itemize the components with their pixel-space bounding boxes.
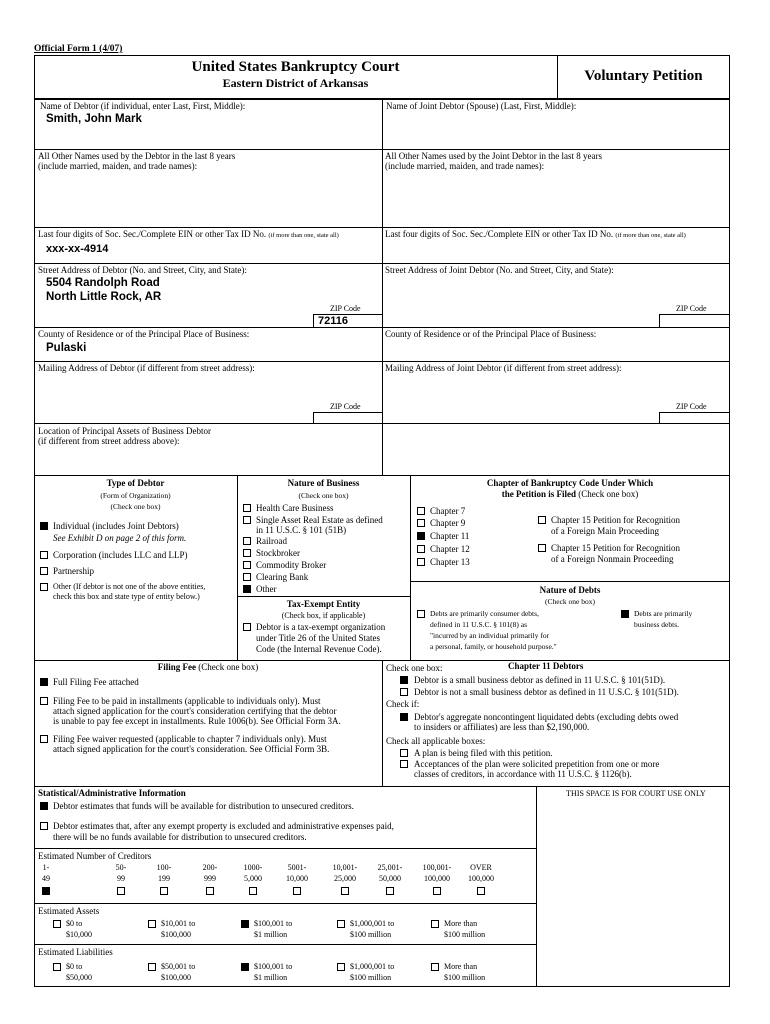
chapter-15-nonmain-label: Chapter 15 Petition for Recognition <box>551 543 680 553</box>
nature-of-business-sub: (Check one box) <box>298 491 349 500</box>
liabilities-label: Estimated Liabilities <box>38 947 113 957</box>
joint-ssn-label: Last four digits of Soc. Sec./Complete EIN or other Tax ID No. (if more than one, state all) <box>385 229 686 239</box>
assets-option-checkbox[interactable] <box>241 920 249 928</box>
form-id: Official Form 1 (4/07) <box>34 44 123 54</box>
chapter-9-checkbox[interactable] <box>417 519 425 527</box>
debtor-street-label: Street Address of Debtor (No. and Street, City, and State): <box>38 265 247 275</box>
joint-mailing-zip-label: ZIP Code <box>676 402 707 411</box>
creditors-label: Estimated Number of Creditors <box>38 851 152 861</box>
tax-exempt-l3: Code (the Internal Revenue Code). <box>256 644 382 654</box>
business-debts-l2: business debts. <box>634 620 679 629</box>
commodity-broker-label: Commodity Broker <box>256 560 327 570</box>
assets-option-label: $1,000,001 to <box>350 919 395 928</box>
chapter-7-label: Chapter 7 <box>430 506 466 516</box>
creditors-option-checkbox[interactable] <box>386 887 394 895</box>
funds-available-label: Debtor estimates that funds will be available for distribution to unsecured creditors. <box>53 801 354 811</box>
creditors-option-label: 999 <box>204 874 216 883</box>
small-business-checkbox[interactable] <box>400 676 408 684</box>
health-care-checkbox[interactable] <box>243 504 251 512</box>
creditors-option-label: 199 <box>158 874 170 883</box>
joint-other-names-label2: (include married, maiden, and trade names): <box>385 161 545 171</box>
partnership-checkbox[interactable] <box>40 567 48 575</box>
creditors-option-label: 10,001- <box>332 863 358 872</box>
location-label2: (if different from street address above): <box>38 436 180 446</box>
creditors-option-label: 100,001- <box>422 863 452 872</box>
nature-of-debts-sub: (Check one box) <box>545 597 595 606</box>
plan-filed-checkbox[interactable] <box>400 749 408 757</box>
railroad-label: Railroad <box>256 536 287 546</box>
debtor-street2[interactable]: North Little Rock, AR <box>46 291 162 303</box>
no-funds-l2: there will be no funds available for distribution to unsecured creditors. <box>53 832 307 842</box>
chapter-11-checkbox[interactable] <box>417 532 425 540</box>
tax-exempt-sub: (Check box, if applicable) <box>281 611 366 620</box>
joint-mailing-label: Mailing Address of Joint Debtor (if different from street address): <box>385 363 622 373</box>
debtor-county[interactable]: Pulaski <box>46 342 87 354</box>
acceptances-l1: Acceptances of the plan were solicited prepetition from one or more <box>414 759 660 769</box>
consumer-debts-l3: "incurred by an individual primarily for <box>430 631 550 640</box>
not-small-business-checkbox[interactable] <box>400 688 408 696</box>
no-funds-checkbox[interactable] <box>40 822 48 830</box>
debtor-other-names-label: All Other Names used by the Debtor in the last 8 years <box>38 151 236 161</box>
petition-title: Voluntary Petition <box>584 68 703 84</box>
liabilities-option-checkbox[interactable] <box>431 963 439 971</box>
assets-option-label: $0 to <box>66 919 83 928</box>
debtor-other-names-label2: (include married, maiden, and trade names): <box>38 161 198 171</box>
debtor-street1[interactable]: 5504 Randolph Road <box>46 277 160 289</box>
nature-of-business-title: Nature of Business <box>287 478 360 488</box>
creditors-option-label: 100,000 <box>424 874 450 883</box>
installments-l3: is unable to pay fee except in installments. Rule 1006(b). See Official Form 3A. <box>53 716 341 726</box>
chapter-12-checkbox[interactable] <box>417 545 425 553</box>
acceptances-l2: classes of creditors, in accordance with 11 U.S.C. § 1126(b). <box>414 769 632 779</box>
full-fee-checkbox[interactable] <box>40 678 48 686</box>
creditors-option-label: 25,001- <box>377 863 403 872</box>
liabilities-option-label: $50,000 <box>66 973 92 982</box>
creditors-option-checkbox[interactable] <box>293 887 301 895</box>
single-asset-label: Single Asset Real Estate as defined <box>256 515 383 525</box>
assets-option-label: $1 million <box>254 930 288 939</box>
court-title: United States Bankruptcy Court <box>191 59 400 75</box>
chapter-15-nonmain-label2: of a Foreign Nonmain Proceeding <box>551 554 674 564</box>
assets-option-checkbox[interactable] <box>53 920 61 928</box>
joint-street-label: Street Address of Joint Debtor (No. and Street, City, and State): <box>385 265 614 275</box>
assets-option-label: $100 million <box>444 930 486 939</box>
debtor-county-label: County of Residence or of the Principal Place of Business: <box>38 329 250 339</box>
chapter-15-main-checkbox[interactable] <box>538 516 546 524</box>
tax-exempt-checkbox[interactable] <box>243 623 251 631</box>
liabilities-option-checkbox[interactable] <box>241 963 249 971</box>
filing-fee-title: Filing Fee <box>157 662 196 672</box>
assets-option-label: $10,001 to <box>161 919 196 928</box>
consumer-debts-l1: Debts are primarily consumer debts, <box>430 609 539 618</box>
creditors-option-label: 100- <box>156 863 172 872</box>
waiver-l1: Filing Fee waiver requested (applicable to chapter 7 individuals only). Must <box>53 734 327 744</box>
debtor-name[interactable]: Smith, John Mark <box>46 113 142 125</box>
single-asset-checkbox[interactable] <box>243 516 251 524</box>
creditors-option-label: 1000- <box>243 863 263 872</box>
chapter-7-checkbox[interactable] <box>417 507 425 515</box>
statistical-title: Statistical/Administrative Information <box>38 788 186 798</box>
single-asset-label2: in 11 U.S.C. § 101 (51B) <box>256 525 347 535</box>
creditors-option-label: OVER <box>470 863 492 872</box>
consumer-debts-l4: a personal, family, or household purpose." <box>430 642 557 651</box>
ch11-check-one: Check one box: <box>386 663 443 673</box>
commodity-broker-checkbox[interactable] <box>243 561 251 569</box>
type-of-debtor-sub2: (Check one box) <box>110 502 161 511</box>
small-business-label: Debtor is a small business debtor as defined in 11 U.S.C. § 101(51D). <box>414 675 666 685</box>
court-district: Eastern District of Arkansas <box>222 76 369 90</box>
creditors-option-label: 49 <box>42 874 50 883</box>
liabilities-option-checkbox[interactable] <box>337 963 345 971</box>
creditors-option-checkbox[interactable] <box>160 887 168 895</box>
plan-filed-label: A plan is being filed with this petition. <box>414 748 553 758</box>
liabilities-option-label: $1,000,001 to <box>350 962 395 971</box>
joint-mailing-zip-box <box>659 412 730 424</box>
chapter-9-label: Chapter 9 <box>430 518 466 528</box>
chapter-15-main-label2: of a Foreign Main Proceeding <box>551 526 659 536</box>
business-debts-l1: Debts are primarily <box>634 609 693 618</box>
debtor-mailing-zip-box <box>313 412 383 424</box>
creditors-option-checkbox[interactable] <box>433 887 441 895</box>
consumer-debts-checkbox[interactable] <box>417 610 425 618</box>
creditors-option-label: 10,000 <box>286 874 308 883</box>
waiver-l2: attach signed application for the court's consideration. See Official Form 3B. <box>53 744 330 754</box>
corporation-label: Corporation (includes LLC and LLP) <box>53 550 188 560</box>
debtor-zip[interactable]: 72116 <box>318 315 348 327</box>
creditors-option-checkbox[interactable] <box>42 887 50 895</box>
assets-option-checkbox[interactable] <box>148 920 156 928</box>
installments-l2: attach signed application for the court's consideration certifying that the debtor <box>53 706 337 716</box>
joint-county-label: County of Residence or of the Principal Place of Business: <box>385 329 597 339</box>
partnership-label: Partnership <box>53 566 94 576</box>
other-entity-label: Other (If debtor is not one of the above entities, <box>53 582 206 591</box>
debtor-mailing-zip-label: ZIP Code <box>330 402 361 411</box>
corporation-checkbox[interactable] <box>40 551 48 559</box>
tax-exempt-l2: under Title 26 of the United States <box>256 633 380 643</box>
other-business-label: Other <box>256 584 277 594</box>
court-use-label: THIS SPACE IS FOR COURT USE ONLY <box>566 789 706 798</box>
other-entity-label2: check this box and state type of entity below.) <box>53 592 200 601</box>
debtor-zip-label: ZIP Code <box>330 304 361 313</box>
creditors-option-label: 1- <box>42 863 50 872</box>
tax-exempt-title: Tax-Exempt Entity <box>286 599 361 609</box>
liabilities-option-checkbox[interactable] <box>53 963 61 971</box>
creditors-option-label: 100,000 <box>468 874 494 883</box>
installments-checkbox[interactable] <box>40 697 48 705</box>
chapter-15-nonmain-checkbox[interactable] <box>538 544 546 552</box>
liabilities-option-label: $100,000 <box>161 973 191 982</box>
chapter-title2: the Petition is Filed <box>501 489 576 499</box>
railroad-checkbox[interactable] <box>243 537 251 545</box>
clearing-bank-label: Clearing Bank <box>256 572 309 582</box>
creditors-option-label: 5,000 <box>244 874 262 883</box>
acceptances-checkbox[interactable] <box>400 760 408 768</box>
creditors-option-label: 99 <box>117 874 125 883</box>
creditors-option-checkbox[interactable] <box>341 887 349 895</box>
other-business-checkbox[interactable] <box>243 585 251 593</box>
liabilities-option-label: $0 to <box>66 962 83 971</box>
assets-option-label: More than <box>444 919 478 928</box>
type-of-debtor-title: Type of Debtor <box>106 478 165 488</box>
tax-exempt-l1: Debtor is a tax-exempt organization <box>256 622 386 632</box>
stockbroker-checkbox[interactable] <box>243 549 251 557</box>
joint-other-names-label: All Other Names used by the Joint Debtor in the last 8 years <box>385 151 602 161</box>
creditors-option-checkbox[interactable] <box>206 887 214 895</box>
creditors-option-label: 50,000 <box>379 874 401 883</box>
creditors-option-label: 25,000 <box>334 874 356 883</box>
assets-option-label: $10,000 <box>66 930 92 939</box>
waiver-checkbox[interactable] <box>40 735 48 743</box>
chapter-11-label: Chapter 11 <box>430 531 470 541</box>
assets-option-label: $100,001 to <box>254 919 293 928</box>
creditors-option-label: 200- <box>202 863 218 872</box>
ch11-check-if: Check if: <box>386 699 420 709</box>
clearing-bank-checkbox[interactable] <box>243 573 251 581</box>
debtor-name-label: Name of Debtor (if individual, enter Last, First, Middle): <box>40 101 246 111</box>
consumer-debts-l2: defined in 11 U.S.C. § 101(8) as <box>430 620 528 629</box>
aggregate-debts-l1: Debtor's aggregate noncontingent liquidated debts (excluding debts owed <box>414 712 679 722</box>
chapter-13-label: Chapter 13 <box>430 557 470 567</box>
ch11-title: Chapter 11 Debtors <box>508 661 584 671</box>
assets-option-checkbox[interactable] <box>337 920 345 928</box>
liabilities-option-label: $1 million <box>254 973 288 982</box>
health-care-label: Health Care Business <box>256 503 334 513</box>
debtor-mailing-label: Mailing Address of Debtor (if different from street address): <box>38 363 255 373</box>
liabilities-option-checkbox[interactable] <box>148 963 156 971</box>
installments-l1: Filing Fee to be paid in installments (applicable to individuals only). Must <box>53 696 321 706</box>
assets-label: Estimated Assets <box>38 906 100 916</box>
liabilities-option-label: $50,001 to <box>161 962 196 971</box>
creditors-option-checkbox[interactable] <box>117 887 125 895</box>
creditors-option-checkbox[interactable] <box>249 887 257 895</box>
chapter-title: Chapter of Bankruptcy Code Under Which <box>486 478 654 488</box>
chapter-13-checkbox[interactable] <box>417 558 425 566</box>
location-label: Location of Principal Assets of Business Debtor <box>38 426 211 436</box>
joint-zip-label: ZIP Code <box>676 304 707 313</box>
assets-option-label: $100 million <box>350 930 392 939</box>
chapter-check: (Check one box) <box>578 489 639 499</box>
aggregate-debts-l2: to insiders or affiliates) are less than $2,190,000. <box>414 722 590 732</box>
filing-fee-check: (Check one box) <box>198 662 259 672</box>
debtor-ssn-label: Last four digits of Soc. Sec./Complete EIN or other Tax ID No. (if more than one, state all) <box>38 229 339 239</box>
creditors-option-label: 50- <box>115 863 127 872</box>
liabilities-option-label: $100 million <box>350 973 392 982</box>
funds-available-checkbox[interactable] <box>40 802 48 810</box>
individual-checkbox[interactable] <box>40 522 48 530</box>
full-fee-label: Full Filing Fee attached <box>53 677 139 687</box>
nature-of-debts-title: Nature of Debts <box>539 585 601 595</box>
joint-zip-box <box>659 314 730 328</box>
ch11-check-all: Check all applicable boxes: <box>386 736 486 746</box>
not-small-business-label: Debtor is not a small business debtor as defined in 11 U.S.C. § 101(51D). <box>414 687 679 697</box>
chapter-15-main-label: Chapter 15 Petition for Recognition <box>551 515 680 525</box>
individual-label: Individual (includes Joint Debtors) <box>53 521 179 531</box>
type-of-debtor-sub1: (Form of Organization) <box>100 491 171 500</box>
business-debts-checkbox[interactable] <box>621 610 629 618</box>
assets-option-label: $100,000 <box>161 930 191 939</box>
liabilities-option-label: $100 million <box>444 973 486 982</box>
other-entity-checkbox[interactable] <box>40 583 48 591</box>
joint-name-label: Name of Joint Debtor (Spouse) (Last, First, Middle): <box>386 101 577 111</box>
aggregate-debts-checkbox[interactable] <box>400 713 408 721</box>
creditors-option-checkbox[interactable] <box>477 887 485 895</box>
assets-option-checkbox[interactable] <box>431 920 439 928</box>
chapter-12-label: Chapter 12 <box>430 544 470 554</box>
creditors-option-label: 5001- <box>287 863 307 872</box>
liabilities-option-label: More than <box>444 962 478 971</box>
no-funds-l1: Debtor estimates that, after any exempt property is excluded and administrative expenses paid, <box>53 821 394 831</box>
debtor-ssn[interactable]: xxx-xx-4914 <box>46 243 109 255</box>
stockbroker-label: Stockbroker <box>256 548 300 558</box>
exhibit-note: See Exhibit D on page 2 of this form. <box>53 533 187 543</box>
liabilities-option-label: $100,001 to <box>254 962 293 971</box>
